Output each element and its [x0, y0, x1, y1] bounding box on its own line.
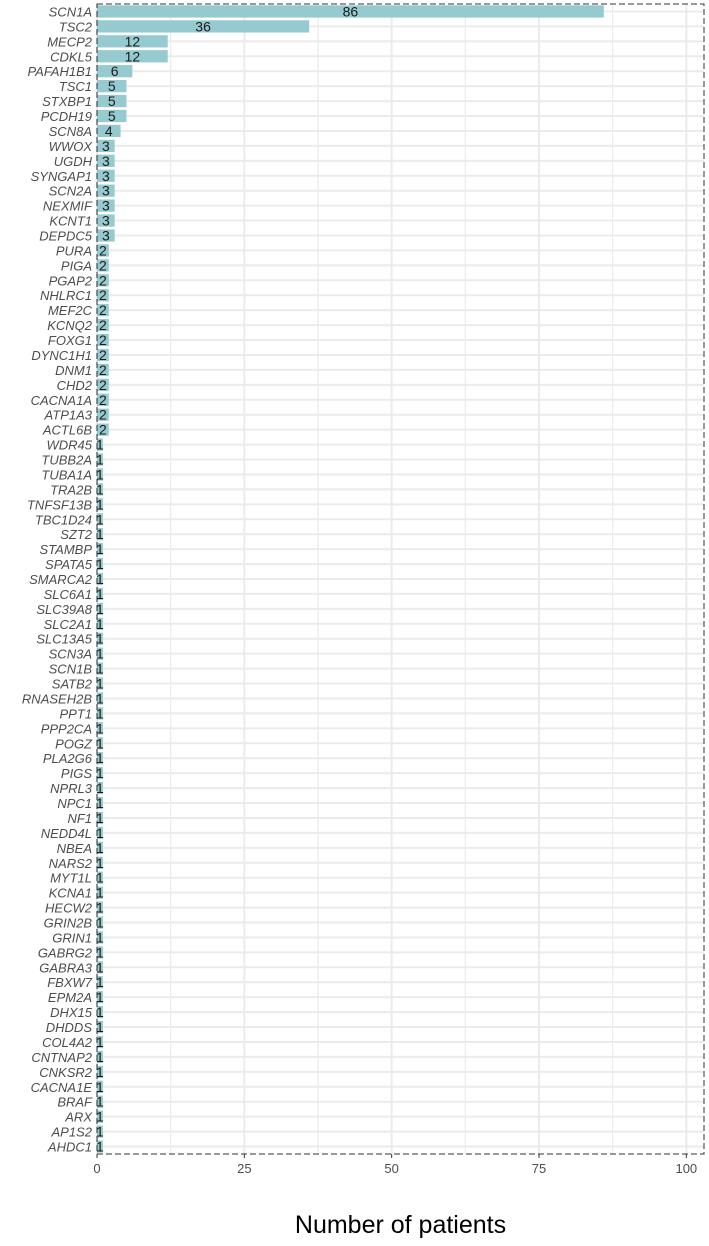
- gene-label: ACTL6B: [42, 422, 92, 438]
- gene-label: SCN2A: [48, 183, 92, 199]
- gene-label: MYT1L: [50, 870, 92, 886]
- value-label: 86: [342, 3, 359, 20]
- gene-label: FOXG1: [47, 333, 92, 349]
- value-label: 12: [124, 48, 141, 65]
- value-label: 1: [96, 1048, 104, 1065]
- gene-label: NPC1: [57, 796, 92, 812]
- gene-label: TNFSF13B: [26, 497, 92, 513]
- value-label: 3: [101, 152, 110, 169]
- gene-label: SLC6A1: [43, 586, 92, 602]
- gene-label: KCNQ2: [47, 318, 92, 334]
- gene-label: GABRG2: [37, 945, 92, 961]
- value-label: 1: [96, 541, 104, 558]
- value-label: 5: [107, 93, 116, 110]
- value-label: 2: [98, 406, 107, 423]
- value-label: 1: [96, 600, 104, 617]
- value-label: 1: [96, 989, 104, 1006]
- gene-label: PGAP2: [48, 273, 92, 289]
- gene-label: SZT2: [60, 527, 92, 543]
- gene-label: CNKSR2: [39, 1064, 92, 1080]
- gene-label: NHLRC1: [39, 288, 92, 304]
- value-label: 1: [96, 1033, 104, 1050]
- value-label: 5: [107, 108, 116, 125]
- x-tick-label: 100: [675, 1161, 698, 1176]
- x-tick-label: 0: [93, 1161, 101, 1176]
- value-label: 1: [96, 1019, 104, 1036]
- gene-label: STAMBP: [39, 542, 92, 558]
- value-label: 1: [96, 839, 104, 856]
- gene-label: SCN1B: [48, 661, 92, 677]
- value-label: 6: [110, 63, 119, 80]
- value-label: 1: [96, 780, 104, 797]
- gene-label: SCN8A: [48, 123, 92, 139]
- value-label: 1: [96, 630, 104, 647]
- value-label: 2: [98, 242, 107, 259]
- value-label: 1: [96, 571, 104, 587]
- value-label: 1: [96, 884, 104, 901]
- value-label: 1: [96, 1138, 104, 1155]
- value-label: 1: [96, 675, 104, 692]
- value-label: 2: [98, 391, 107, 408]
- gene-label: SLC39A8: [36, 601, 92, 617]
- gene-label: GRIN2B: [43, 915, 92, 931]
- value-label: 1: [96, 929, 104, 946]
- value-label: 1: [96, 556, 104, 573]
- value-label: 1: [96, 1093, 104, 1110]
- gene-label: PPT1: [59, 706, 92, 722]
- value-label: 1: [96, 824, 104, 841]
- value-label: 1: [96, 511, 104, 528]
- gene-label: RNASEH2B: [21, 691, 92, 707]
- value-label: 1: [96, 1123, 104, 1140]
- value-label: 1: [96, 615, 104, 632]
- value-label: 36: [195, 18, 211, 35]
- gene-label: PAFAH1B1: [27, 64, 92, 80]
- value-label: 1: [96, 526, 104, 543]
- gene-label: SLC2A1: [43, 616, 92, 632]
- value-label: 2: [98, 361, 107, 378]
- gene-label: SPATA5: [45, 557, 92, 573]
- gene-label: PPP2CA: [40, 721, 92, 737]
- value-label: 1: [96, 436, 104, 453]
- gene-label: HECW2: [45, 900, 92, 916]
- value-label: 1: [96, 496, 104, 513]
- gene-label: CHD2: [56, 377, 92, 393]
- gene-label: CACNA1A: [30, 392, 92, 408]
- value-label: 1: [96, 944, 104, 961]
- value-label: 1: [96, 899, 104, 916]
- value-label: 2: [98, 302, 107, 319]
- gene-label: WWOX: [48, 138, 92, 154]
- gene-label: TSC2: [58, 19, 92, 35]
- value-label: 1: [96, 1063, 104, 1080]
- value-label: 1: [96, 735, 104, 752]
- value-label: 2: [98, 421, 107, 438]
- gene-label: NEXMIF: [42, 198, 92, 214]
- value-label: 3: [101, 212, 110, 229]
- value-label: 1: [96, 705, 104, 722]
- value-label: 3: [101, 167, 110, 184]
- gene-label: TUBA1A: [41, 467, 92, 483]
- gene-label: DHX15: [50, 1005, 92, 1021]
- gene-label: NF1: [67, 810, 92, 826]
- gene-label: DNM1: [55, 362, 92, 378]
- value-label: 12: [124, 33, 141, 50]
- gene-label: CNTNAP2: [31, 1049, 92, 1065]
- gene-label: ATP1A3: [44, 407, 92, 423]
- value-label: 5: [107, 78, 116, 95]
- gene-label: CACNA1E: [30, 1079, 92, 1095]
- value-label: 3: [101, 227, 110, 244]
- value-label: 2: [98, 332, 107, 349]
- x-axis-title: Number of patients: [294, 1211, 507, 1239]
- gene-label: DYNC1H1: [31, 347, 92, 363]
- gene-label: PURA: [55, 243, 92, 259]
- value-label: 1: [96, 481, 104, 498]
- x-tick-label: 25: [237, 1161, 252, 1176]
- value-label: 2: [98, 317, 107, 334]
- value-label: 3: [101, 197, 110, 214]
- value-label: 2: [98, 346, 107, 363]
- value-label: 1: [96, 720, 104, 737]
- gene-label: NBEA: [56, 840, 92, 856]
- x-tick-label: 75: [531, 1161, 547, 1176]
- x-axis-ticks: [93, 1154, 697, 1176]
- value-label: 2: [98, 376, 107, 393]
- gene-label: NARS2: [48, 855, 92, 871]
- gene-label: EPM2A: [47, 990, 92, 1006]
- gene-label: TUBB2A: [41, 452, 92, 468]
- value-label: 3: [101, 182, 110, 199]
- value-label: 1: [96, 690, 104, 707]
- value-label: 1: [96, 1004, 104, 1021]
- gene-label: SLC13A5: [36, 631, 92, 647]
- gene-label: SMARCA2: [29, 572, 92, 587]
- gene-label: TBC1D24: [34, 512, 92, 528]
- gene-label: TRA2B: [50, 482, 92, 498]
- gene-label: SCN3A: [48, 646, 92, 662]
- gene-label: PCDH19: [40, 109, 92, 125]
- value-label: 1: [96, 451, 104, 468]
- y-axis-labels: [22, 4, 93, 1154]
- gene-label: BRAF: [57, 1094, 92, 1110]
- gene-label: POGZ: [55, 736, 92, 752]
- gene-label: ARX: [65, 1109, 92, 1125]
- value-label: 1: [96, 854, 104, 871]
- value-label: 1: [96, 869, 104, 886]
- value-label: 1: [96, 809, 104, 826]
- gene-label: KCNT1: [49, 213, 92, 229]
- gene-label: WDR45: [46, 437, 92, 453]
- value-label: 1: [96, 1078, 104, 1095]
- value-label: 4: [104, 122, 113, 139]
- gene-label: COL4A2: [42, 1034, 92, 1050]
- value-label: 1: [96, 585, 104, 602]
- gene-label: FBXW7: [47, 975, 92, 991]
- value-label: 1: [96, 959, 104, 976]
- gene-label: TSC1: [58, 79, 92, 95]
- gene-label: CDKL5: [50, 49, 92, 65]
- value-label: 3: [101, 137, 110, 154]
- gene-label: UGDH: [53, 153, 92, 169]
- gene-label: GABRA3: [39, 960, 92, 976]
- gene-label: SYNGAP1: [30, 168, 92, 184]
- gene-label: KCNA1: [48, 885, 92, 901]
- gene-label: NPRL3: [50, 781, 92, 797]
- value-label: 1: [96, 914, 104, 931]
- gene-label: MEF2C: [47, 303, 92, 319]
- value-label: 1: [96, 660, 104, 677]
- grid-lines: [97, 4, 704, 1154]
- gene-label: SATB2: [51, 676, 92, 692]
- gene-label: SCN1A: [48, 4, 92, 20]
- value-label: 2: [98, 257, 107, 274]
- gene-label: PIGS: [60, 766, 92, 782]
- value-label: 1: [96, 795, 104, 812]
- value-label: 1: [96, 466, 104, 483]
- value-label: 2: [98, 287, 107, 304]
- value-label: 1: [96, 1108, 104, 1125]
- gene-label: NEDD4L: [40, 825, 92, 841]
- value-label: 1: [96, 645, 104, 662]
- gene-label: AP1S2: [51, 1124, 92, 1140]
- gene-label: PIGA: [60, 258, 92, 274]
- value-label: 1: [96, 750, 104, 767]
- gene-label: GRIN1: [52, 930, 92, 946]
- gene-label: MECP2: [47, 34, 92, 50]
- value-label: 1: [96, 974, 104, 991]
- value-label: 1: [96, 765, 104, 782]
- gene-label: DEPDC5: [39, 228, 92, 244]
- value-label: 2: [98, 272, 107, 289]
- gene-label: AHDC1: [47, 1139, 92, 1155]
- gene-label: DHDDS: [45, 1020, 92, 1036]
- gene-label: PLA2G6: [42, 751, 92, 767]
- gene-label: STXBP1: [42, 94, 92, 110]
- x-tick-label: 50: [384, 1161, 399, 1176]
